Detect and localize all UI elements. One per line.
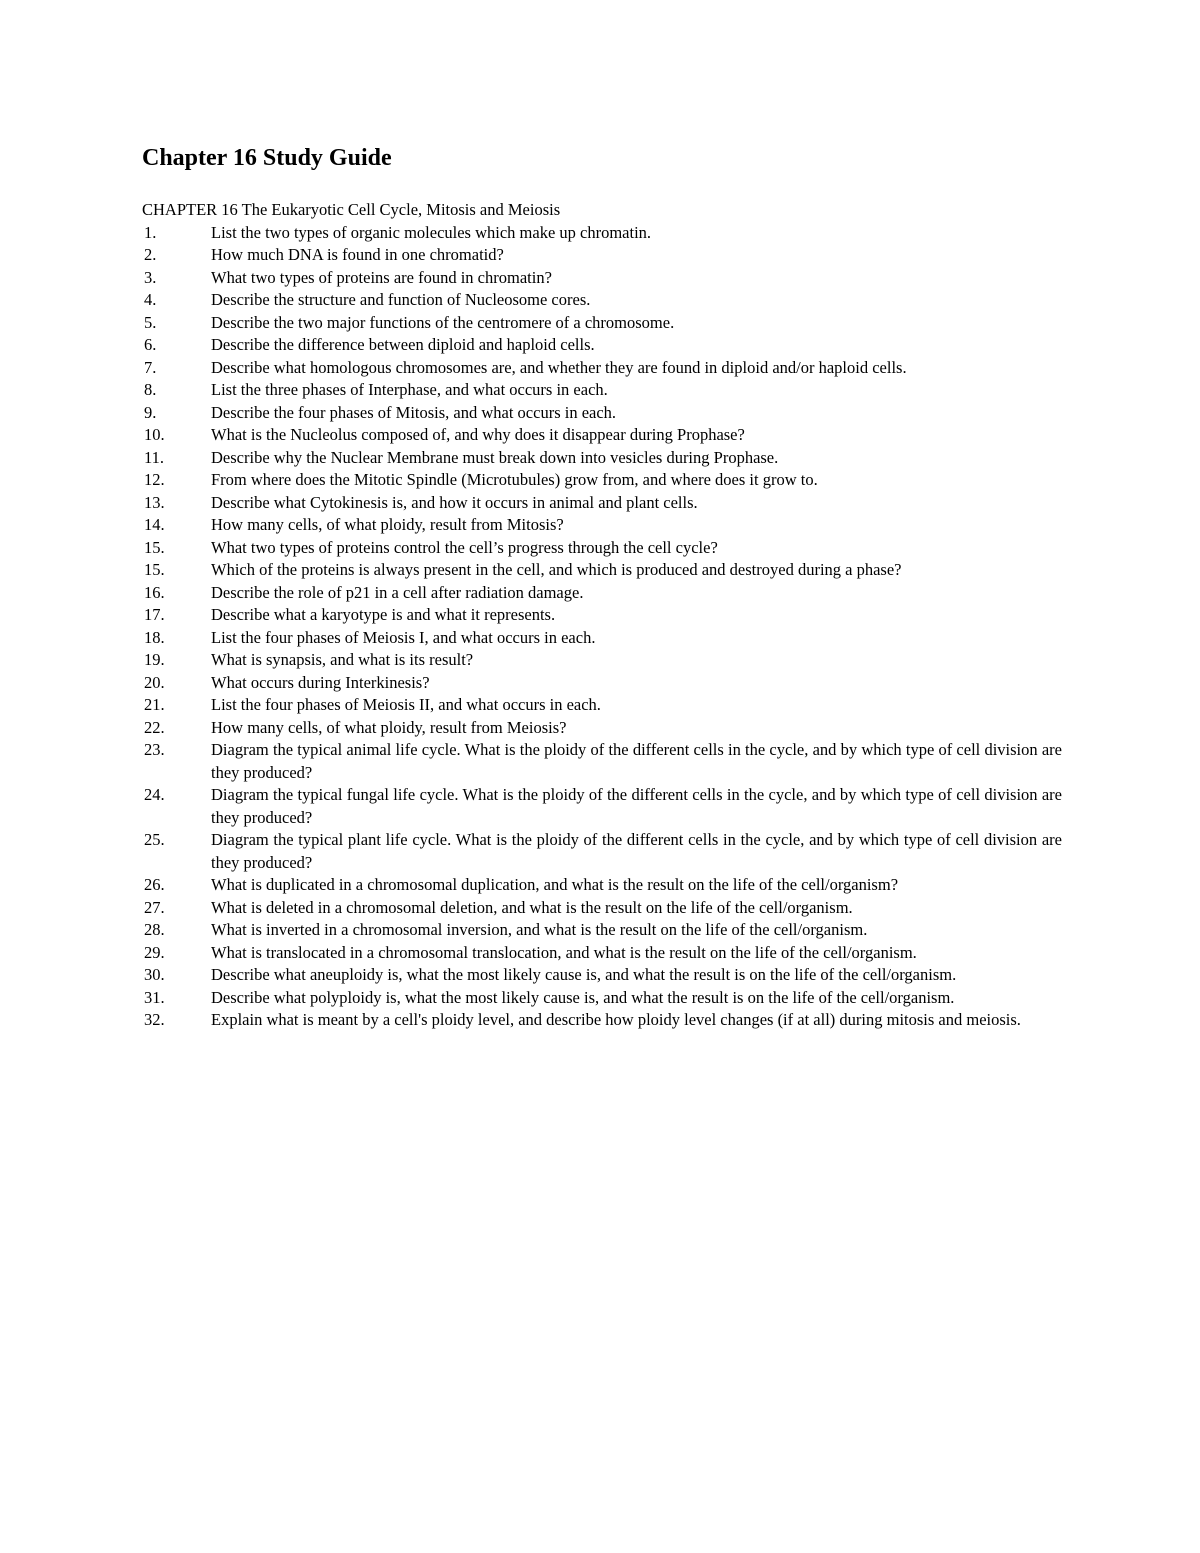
question-number: 32. (144, 1010, 165, 1029)
question-item (142, 897, 1062, 920)
question-list (142, 222, 1062, 1032)
question-item (142, 514, 1062, 537)
question-text: What occurs during Interkinesis? (211, 672, 430, 692)
question-text: Describe the role of p21 in a cell after radiation damage. (211, 582, 584, 602)
question-number: 30. (144, 965, 165, 984)
question-number: 13. (144, 492, 165, 512)
question-text: How much DNA is found in one chromatid? (211, 245, 504, 264)
question-text: From where does the Mitotic Spindle (Microtubules) grow from, and where does it grow to. (211, 470, 818, 489)
question-number: 7. (144, 357, 157, 377)
question-item (142, 267, 1062, 290)
question-text: Describe what aneuploidy is, what the most likely cause is, and what the result is on the life of the cell/organism. (211, 965, 957, 984)
question-number: 11. (144, 447, 165, 467)
question-number: 17. (144, 605, 165, 624)
chapter-subtitle: CHAPTER 16 The Eukaryotic Cell Cycle, Mitosis and Meiosis (142, 200, 561, 219)
question-number: 18. (144, 627, 165, 647)
question-number: 2. (144, 245, 157, 264)
question-item (142, 829, 1062, 874)
question-number: 14. (144, 515, 165, 534)
question-text: Describe what polyploidy is, what the most likely cause is, and what the result is on the life of the cell/organism. (211, 987, 955, 1007)
question-number: 20. (144, 672, 165, 692)
question-number: 1. (144, 222, 157, 242)
question-item (142, 627, 1062, 650)
question-item (142, 244, 1062, 267)
question-text: List the four phases of Meiosis II, and what occurs in each. (211, 695, 601, 714)
question-item (142, 987, 1062, 1010)
question-text: How many cells, of what ploidy, result from Mitosis? (211, 515, 564, 534)
question-text: List the three phases of Interphase, and what occurs in each. (211, 380, 608, 399)
question-item (142, 964, 1062, 987)
question-item (142, 559, 1062, 582)
question-text: What is the Nucleolus composed of, and why does it disappear during Prophase? (211, 425, 745, 444)
question-text: Explain what is meant by a cell's ploidy level, and describe how ploidy level changes (if at all) during mitosis and meiosis. (211, 1010, 1021, 1029)
question-item (142, 289, 1062, 312)
question-text: List the two types of organic molecules which make up chromatin. (211, 222, 652, 242)
question-text: What is duplicated in a chromosomal duplication, and what is the result on the life of the cell/organism? (211, 875, 899, 894)
question-item (142, 492, 1062, 515)
question-number: 28. (144, 920, 165, 939)
question-text: Which of the proteins is always present in the cell, and which is produced and destroyed during a phase? (211, 560, 902, 579)
question-item (142, 784, 1062, 829)
question-number: 6. (144, 335, 157, 354)
question-number: 9. (144, 402, 157, 422)
question-item (142, 582, 1062, 605)
question-item (142, 919, 1062, 942)
question-number: 25. (144, 830, 165, 849)
question-item (142, 537, 1062, 560)
question-item (142, 942, 1062, 965)
question-number: 21. (144, 695, 165, 714)
question-text: What is translocated in a chromosomal translocation, and what is the result on the life of the cell/organism. (211, 942, 917, 962)
question-number: 3. (144, 267, 157, 287)
question-text: What two types of proteins are found in chromatin? (211, 267, 552, 287)
question-text: Diagram the typical plant life cycle. What is the ploidy of the different cells in the cycle, and by which type of cell division are they produced? (211, 830, 1062, 872)
question-number: 15. (144, 560, 165, 579)
question-number: 8. (144, 380, 157, 399)
question-item (142, 222, 1062, 245)
question-number: 19. (144, 650, 165, 669)
question-number: 26. (144, 875, 165, 894)
question-item (142, 447, 1062, 470)
question-text: Describe the structure and function of Nucleosome cores. (211, 290, 591, 309)
question-text: What is inverted in a chromosomal inversion, and what is the result on the life of the cell/organism. (211, 920, 868, 939)
question-text: Describe what Cytokinesis is, and how it occurs in animal and plant cells. (211, 492, 698, 512)
question-text: Describe what homologous chromosomes are, and whether they are found in diploid and/or haploid cells. (211, 357, 907, 377)
question-item (142, 717, 1062, 740)
question-number: 12. (144, 470, 165, 489)
question-item (142, 649, 1062, 672)
question-number: 31. (144, 987, 165, 1007)
question-text: What is deleted in a chromosomal deletion, and what is the result on the life of the cell/organism. (211, 897, 853, 917)
question-item (142, 469, 1062, 492)
question-item (142, 312, 1062, 335)
question-text: Diagram the typical fungal life cycle. What is the ploidy of the different cells in the cycle, and by which type of cell division are they produced? (211, 785, 1062, 827)
question-item (142, 604, 1062, 627)
page-title: Chapter 16 Study Guide (142, 145, 392, 171)
question-text: How many cells, of what ploidy, result from Meiosis? (211, 717, 567, 737)
question-text: List the four phases of Meiosis I, and what occurs in each. (211, 627, 596, 647)
question-text: What is synapsis, and what is its result? (211, 650, 474, 669)
question-item (142, 424, 1062, 447)
question-number: 5. (144, 312, 157, 332)
question-text: Diagram the typical animal life cycle. What is the ploidy of the different cells in the cycle, and by which type of cell division are they produced? (211, 740, 1062, 782)
question-number: 27. (144, 897, 165, 917)
question-number: 4. (144, 290, 157, 309)
question-number: 24. (144, 785, 165, 804)
question-number: 15. (144, 537, 165, 557)
question-item (142, 672, 1062, 695)
question-item (142, 1009, 1062, 1032)
question-text: Describe what a karyotype is and what it represents. (211, 605, 556, 624)
question-number: 10. (144, 425, 165, 444)
question-number: 22. (144, 717, 165, 737)
question-item (142, 874, 1062, 897)
question-item (142, 694, 1062, 717)
question-item (142, 357, 1062, 380)
question-text: Describe why the Nuclear Membrane must break down into vesicles during Prophase. (211, 447, 779, 467)
question-text: Describe the difference between diploid and haploid cells. (211, 335, 595, 354)
question-number: 29. (144, 942, 165, 962)
question-number: 23. (144, 740, 165, 759)
question-text: What two types of proteins control the cell’s progress through the cell cycle? (211, 537, 718, 557)
document-body (142, 199, 1062, 1032)
question-text: Describe the four phases of Mitosis, and what occurs in each. (211, 402, 617, 422)
question-text: Describe the two major functions of the centromere of a chromosome. (211, 312, 675, 332)
question-item (142, 334, 1062, 357)
question-item (142, 402, 1062, 425)
question-number: 16. (144, 582, 165, 602)
question-item (142, 739, 1062, 784)
question-item (142, 379, 1062, 402)
